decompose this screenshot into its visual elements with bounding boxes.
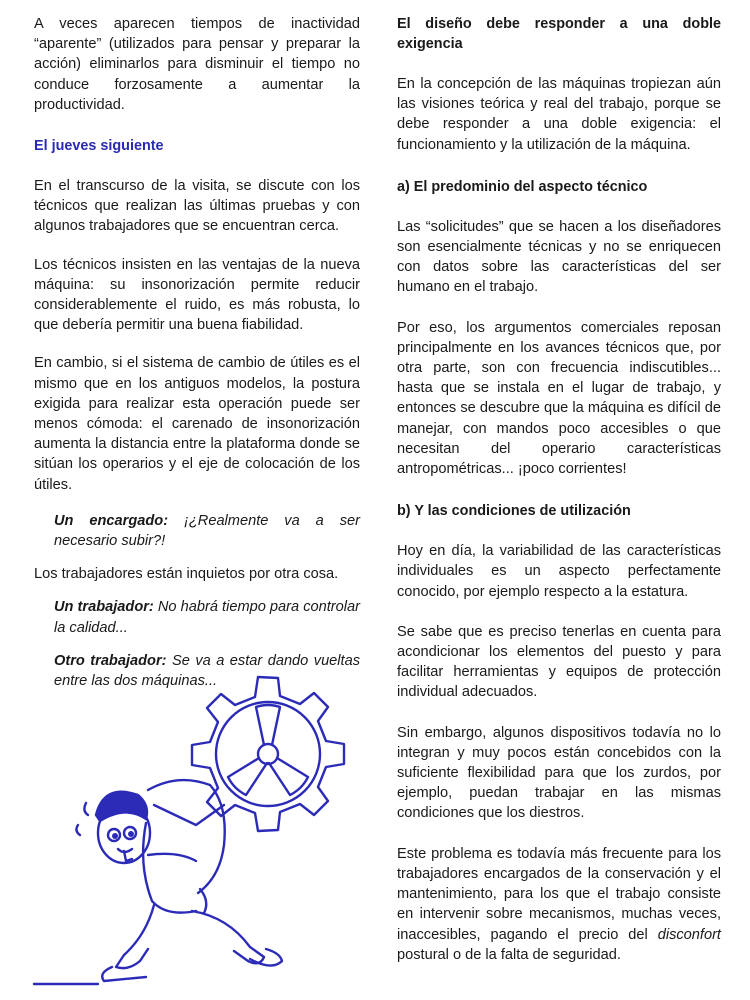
paragraph-maintenance: Este problema es todavía más frecuente para los trabajadores encargados de la conservación y el mantenimiento, para los que el trabajo consiste en intervenir sobre mecanismos, muchas veces, inaccesibles, pagando el precio del disconfort postural o de la falta de seguridad.	[397, 845, 721, 963]
quote-speaker: Un encargado:	[54, 512, 169, 529]
section-heading-doble-exigencia: El diseño debe responder a una doble exigencia	[397, 16, 721, 52]
quote-text: No habrá tiempo para controlar la calidad...	[54, 599, 360, 636]
paragraph-workers-worried: Los trabajadores están inquietos por otra cosa.	[34, 566, 339, 583]
section-heading-jueves: El jueves siguiente	[34, 138, 164, 155]
quote-text: Se va a estar dando vueltas entre las dos máquinas...	[54, 652, 361, 690]
paragraph-visit: En el transcurso de la visita, se discute con los técnicos que realizan las últimas pruebas y con algunos trabajadores que se encuentran cerca.	[34, 178, 360, 235]
worker-carrying-gear-illustration	[28, 652, 363, 990]
paragraph-machine-design: En la concepción de las máquinas tropiezan aún las visiones teórica y real del trabajo, porque se debe responder a una doble exigencia: el funcionamiento y la utilización de la máquina.	[397, 76, 721, 153]
paragraph-inactivity: A veces aparecen tiempos de inactividad “aparente” (utilizados para pensar y preparar la acción) eliminarlos para disminuir el tiempo no conduce forzosamente a aumentar la productividad.	[34, 16, 360, 113]
right-column	[397, 14, 721, 965]
paragraph-commercial: Por eso, los argumentos comerciales reposan principalmente en los avances técnicos que, por otra parte, son con frecuencia indiscutibles... hasta que se instala en el lugar de trabajo, y entonces se descubre que la máquina es difícil de manejar, con mandos poco accesibles o que necesitan del operario características antropométricas... ¡poco corrientes!	[397, 319, 721, 478]
gear-icon	[192, 677, 344, 831]
quote-speaker: Otro trabajador:	[54, 652, 167, 669]
quote-speaker: Un trabajador:	[54, 599, 154, 616]
paragraph-accommodation: Se sabe que es preciso tenerlas en cuenta para acondicionar los elementos del puesto y para facilitar herramientas y equipos de protección individual adecuados.	[397, 623, 721, 701]
paragraph-variability: Hoy en día, la variabilidad de las características individuales es un aspecto perfectamente conocido, por ejemplo respecto a la estatura.	[397, 543, 721, 600]
quote-encargado	[54, 511, 360, 551]
subheading-conditions: b) Y las condiciones de utilización	[397, 503, 631, 520]
quote-text: ¡¿Realmente va a ser necesario subir?!	[54, 512, 360, 550]
emphasis-disconfort: disconfort	[657, 926, 721, 943]
paragraph-left-handed: Sin embargo, algunos dispositivos todavía no lo integran y muy pocos están concebidos con la suficiente flexibilidad para que los zurdos, por ejemplo, puedan trabajar en las mismas condiciones que los diestros.	[397, 724, 721, 822]
paragraph-technicians: Los técnicos insisten en las ventajas de la nueva máquina: su insonorización permite reducir considerablemente el ruido, es más robusta, lo que debería permitir una buena fiabilidad.	[34, 256, 360, 334]
left-column	[34, 14, 360, 691]
paragraph-requests: Las “solicitudes” que se hacen a los diseñadores son esencialmente técnicas y no se enriquecen con datos sobre las características del ser humano en el trabajo.	[397, 218, 721, 296]
subheading-technical: a) El predominio del aspecto técnico	[397, 178, 648, 195]
quote-trabajador	[54, 597, 360, 637]
paragraph-tool-change: En cambio, si el sistema de cambio de útiles es el mismo que en los antiguos modelos, la postura exigida para realizar esta operación puede ser menos cómoda: el carenado de insonorización aumenta la distancia entre la plataforma donde se sitúan los operarios y el eje de colocación de los útiles.	[34, 355, 360, 493]
